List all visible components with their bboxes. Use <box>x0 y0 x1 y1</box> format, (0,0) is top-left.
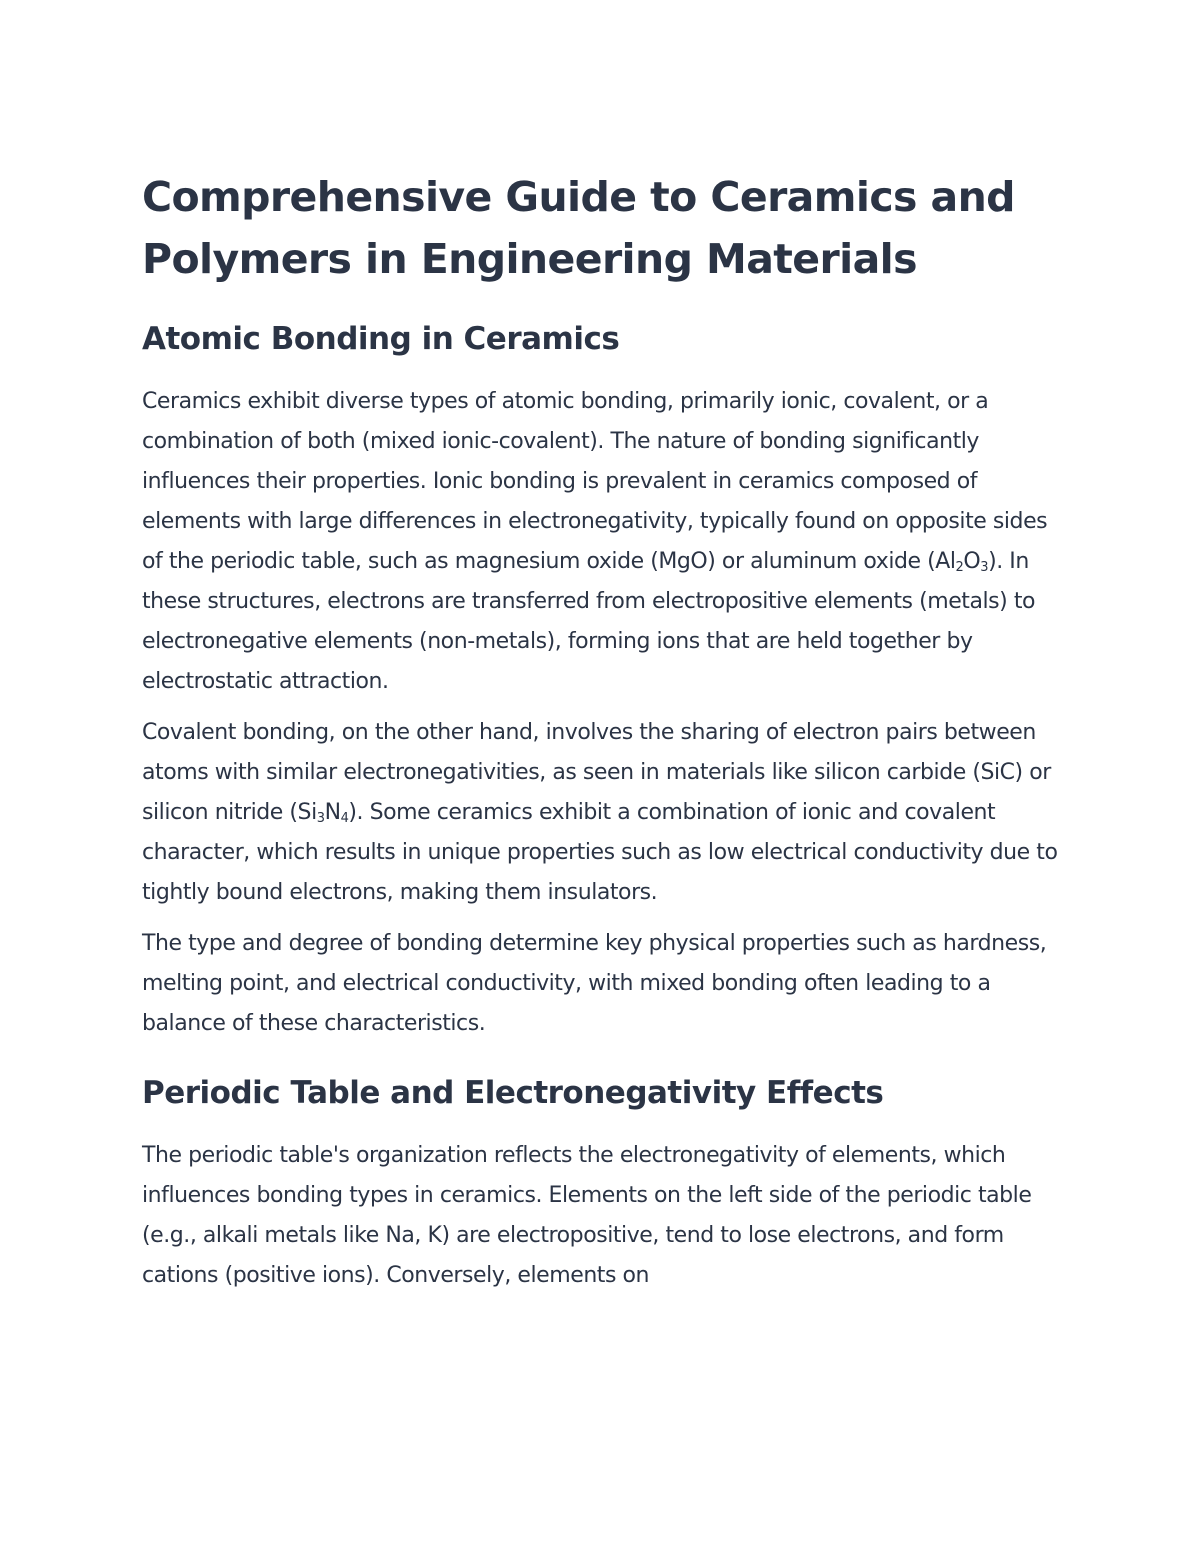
paragraph-periodic-table: The periodic table's organization reflects the electronegativity of elements, which influences bonding types in ceramics. Elements on the left side of the periodic table (e.g., alkali metals like Na, K) are electropositive, tend to lose electrons, and form cations (positive ions). Conversely, elements on <box>142 1143 1032 1288</box>
paragraph-ionic-bonding <box>142 382 1062 702</box>
paragraph-text: N <box>324 800 341 825</box>
section-heading: Periodic Table and Electronegativity Effects <box>142 1075 884 1111</box>
section-heading: Atomic Bonding in Ceramics <box>142 321 620 357</box>
paragraph-text: ). Some ceramics exhibit a combination of ionic and covalent character, which results in unique properties such as low electrical conductivity due to tightly bound electrons, making them insulators. <box>142 800 1058 905</box>
paragraph-text: Covalent bonding, on the other hand, involves the sharing of electron pairs between atoms with similar electronegativities, as seen in materials like silicon carbide (SiC) or silicon nitride (Si <box>142 720 1051 825</box>
section-atomic-bonding <box>142 318 1062 1044</box>
subscript: 2 <box>955 560 964 575</box>
paragraph-text: Ceramics exhibit diverse types of atomic bonding, primarily ionic, covalent, or a combination of both (mixed ionic-covalent). The nature of bonding significantly influences their properties. Ionic bonding is prevalent in ceramics composed of elements with large differences in electronegativity, typically found on opposite sides of the periodic table, such as magnesium oxide (MgO) or aluminum oxide (Al <box>142 389 1048 574</box>
subscript: 3 <box>316 811 325 826</box>
subscript: 3 <box>980 560 989 575</box>
paragraph-text: ). In these structures, electrons are transferred from electropositive elements (metals) to electronegative elements (non-metals), forming ions that are held together by electrostatic attraction. <box>142 549 1036 694</box>
paragraph-bonding-properties: The type and degree of bonding determine key physical properties such as hardness, melting point, and electrical conductivity, with mixed bonding often leading to a balance of these characteristics. <box>142 931 1047 1036</box>
paragraph-text: O <box>963 549 981 574</box>
document-title: Comprehensive Guide to Ceramics and Polymers in Engineering Materials <box>142 173 1015 283</box>
section-periodic-table <box>142 1072 1062 1296</box>
document-page <box>142 166 1062 1296</box>
paragraph-covalent-bonding <box>142 713 1062 913</box>
subscript: 4 <box>340 811 349 826</box>
